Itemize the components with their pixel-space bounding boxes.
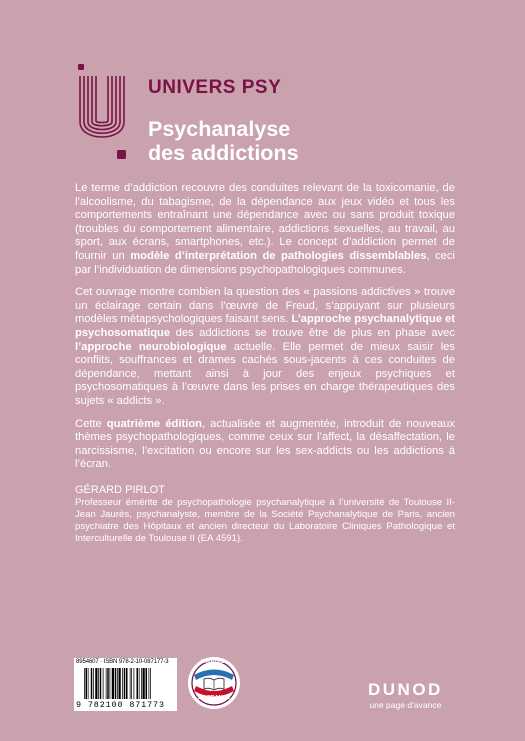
barcode-bar xyxy=(130,668,131,699)
author-bio: Professeur émérite de psychopathologie psychanalytique à l’université de Toulouse II-Jean Jaurès, psychanalyste, membre de la Société Psychanalytique de Paris, ancien psychiatre des Hôpitaux et ancien directeur du Laboratoire Cliniques Pathologique et Interculturelle de Toulouse II (EA 4591). xyxy=(75,497,455,545)
barcode-bar xyxy=(119,668,121,699)
barcode-bar xyxy=(107,668,109,699)
blurb-text: actuelle. Elle permet de mieux saisir les conflits, souffrances et drames cachés sous-jacents à ces conduites de dépendance, mettant ainsi à jour des enjeux psychiques et psychosomatiques à l’œuvre dans les prises en charge thérapeutiques des sujets « addicts ». xyxy=(75,340,455,407)
book-title-line-1: Psychanalyse xyxy=(148,117,291,141)
publisher-tagline: une page d’avance xyxy=(369,700,442,710)
barcode-digits: 9 782100 871773 xyxy=(76,700,165,710)
stamp-top-text: IMPRIMÉ xyxy=(201,659,225,665)
publisher xyxy=(368,680,443,710)
barcode-bar xyxy=(86,668,88,699)
barcode-bar xyxy=(131,668,132,699)
blurb-paragraph xyxy=(75,286,455,408)
blurb-paragraph xyxy=(75,418,455,472)
blurb-bold-text: quatrième édition xyxy=(106,417,202,430)
barcode-bar xyxy=(84,668,85,699)
barcode-bar xyxy=(134,668,135,699)
blurb-text: Le terme d’addiction recouvre des conduites relevant de la toxicomanie, de l’alcoolisme, du tabagisme, de la dépendance aux jeux vidéo et tous les comportements entraînant une dépendance avec ou sans produit toxique (troubles du comportement alimentaire, addictions sexuelles, au travail, au sport, aux écrans, smartphones, etc.). Le concept d’addiction permet de fournir un xyxy=(75,182,455,262)
blurb-text: Cette xyxy=(75,417,107,430)
barcode-bar xyxy=(115,668,117,699)
barcode-bar xyxy=(91,668,93,699)
barcode-bar xyxy=(149,668,150,699)
series-name: UNIVERS PSY xyxy=(148,77,282,98)
barcode-bar xyxy=(100,668,102,699)
book-title xyxy=(148,117,299,165)
barcode-bar xyxy=(110,668,111,699)
barcode-bar xyxy=(146,668,148,699)
book-title-line-2: des addictions xyxy=(148,141,299,165)
barcode-bar xyxy=(150,668,151,699)
blurb-bold-text: L’approche psychanalytique et psychosomatique xyxy=(75,313,455,339)
barcode-bar xyxy=(124,668,126,699)
publisher-name: DUNOD xyxy=(368,680,443,699)
isbn-barcode xyxy=(74,658,177,711)
blurb-bold-text: l’approche neurobiologique xyxy=(75,340,227,353)
blurb-bold-text: modèle d’interprétation de pathologies dissemblables xyxy=(130,249,427,262)
blurb xyxy=(75,182,455,554)
blurb-paragraph xyxy=(75,182,455,277)
blurb-text: , actualisée et augmentée, introduit de nouveaux thèmes psychopathologiques, comme ceux sur l’affect, la désaffectation, le narcissisme, l’excitation ou encore sur les sex-addicts ou les addictions à l’écran. xyxy=(75,417,455,471)
isbn-text: 8954607 · ISBN 978-2-10-087177-3 xyxy=(76,659,169,665)
author-name: GÉRARD PIRLOT xyxy=(75,483,165,496)
barcode-bar xyxy=(122,668,123,699)
blurb-text: , ceci par l’individuation de dimensions psychopathologiques communes. xyxy=(75,249,455,276)
barcode-bar xyxy=(143,668,145,699)
barcode-bar xyxy=(106,668,107,699)
barcode-bar xyxy=(137,668,139,699)
barcode-bar xyxy=(103,668,104,699)
barcode-bar xyxy=(95,668,97,699)
barcode-bar xyxy=(112,668,114,699)
barcode-bar xyxy=(88,668,89,699)
blurb-text: Cet ouvrage montre combien la question des « passions addictives » trouve un éclairage certain dans l’œuvre de Freud, s’appuyant sur plusieurs modèles métapsychologiques faisant sens. xyxy=(75,286,455,326)
barcode-bar xyxy=(117,668,118,699)
barcode-bar xyxy=(141,668,142,699)
barcode-bar xyxy=(93,668,94,699)
blurb-text: des addictions se trouve être de plus en phase avec xyxy=(170,326,455,339)
barcode-bar xyxy=(98,668,99,699)
univers-psy-logo-icon xyxy=(74,64,132,168)
barcode-bars xyxy=(84,668,168,700)
barcode-bar xyxy=(126,668,128,699)
stamp-bottom-text: EN FRANCE xyxy=(198,695,231,701)
barcode-bar xyxy=(139,668,140,699)
